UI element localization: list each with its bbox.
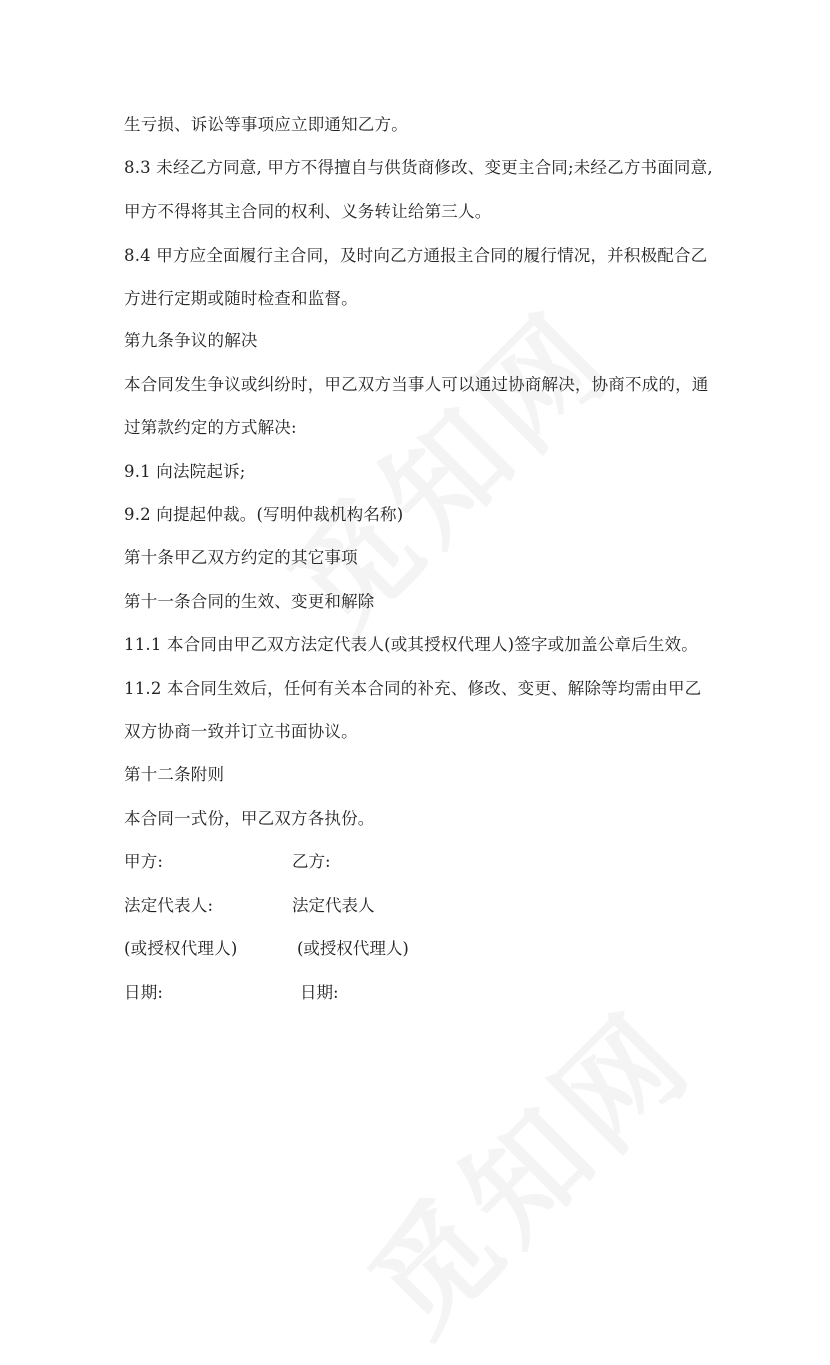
paragraph-line: 本合同一式份，甲乙双方各执份。 [124, 809, 375, 828]
paragraph-line: 双方协商一致并订立书面协议。 [124, 722, 358, 741]
party-b-label: 乙方: [292, 852, 331, 871]
party-b-representative-label: 法定代表人 [292, 896, 375, 915]
paragraph-line: 方进行定期或随时检查和监督。 [124, 289, 358, 308]
section-heading-10: 第十条甲乙双方约定的其它事项 [124, 548, 358, 567]
party-a-date-label: 日期: [124, 983, 164, 1002]
clause-8-4: 8.4 甲方应全面履行主合同，及时向乙方通报主合同的履行情况，并积极配合乙 [124, 246, 708, 265]
watermark [326, 967, 723, 1364]
clause-11-1: 11.1 本合同由甲乙双方法定代表人(或其授权代理人)签字或加盖公章后生效。 [124, 635, 698, 654]
party-a-label: 甲方: [124, 852, 164, 871]
paragraph-line: 过第款约定的方式解决: [124, 418, 297, 437]
section-heading-9: 第九条争议的解决 [124, 331, 258, 350]
clause-9-2: 9.2 向提起仲裁。(写明仲裁机构名称) [124, 505, 404, 524]
clause-8-3: 8.3 未经乙方同意, 甲方不得擅自与供货商修改、变更主合同;未经乙方书面同意, [124, 158, 713, 177]
party-a-representative-label: 法定代表人: [124, 896, 214, 915]
party-b-agent-label: (或授权代理人) [297, 939, 409, 958]
paragraph-line: 本合同发生争议或纠纷时，甲乙双方当事人可以通过协商解决，协商不成的，通 [124, 375, 709, 394]
clause-9-1: 9.1 向法院起诉; [124, 462, 246, 481]
clause-11-2: 11.2 本合同生效后，任何有关本合同的补充、修改、变更、解除等均需由甲乙 [124, 679, 702, 698]
paragraph-line: 甲方不得将其主合同的权利、义务转让给第三人。 [124, 202, 492, 221]
section-heading-11: 第十一条合同的生效、变更和解除 [124, 592, 375, 611]
party-a-agent-label: (或授权代理人) [124, 939, 238, 958]
paragraph-line: 生亏损、诉讼等事项应立即通知乙方。 [124, 115, 408, 134]
party-b-date-label: 日期: [300, 983, 339, 1002]
section-heading-12: 第十二条附则 [124, 765, 225, 784]
